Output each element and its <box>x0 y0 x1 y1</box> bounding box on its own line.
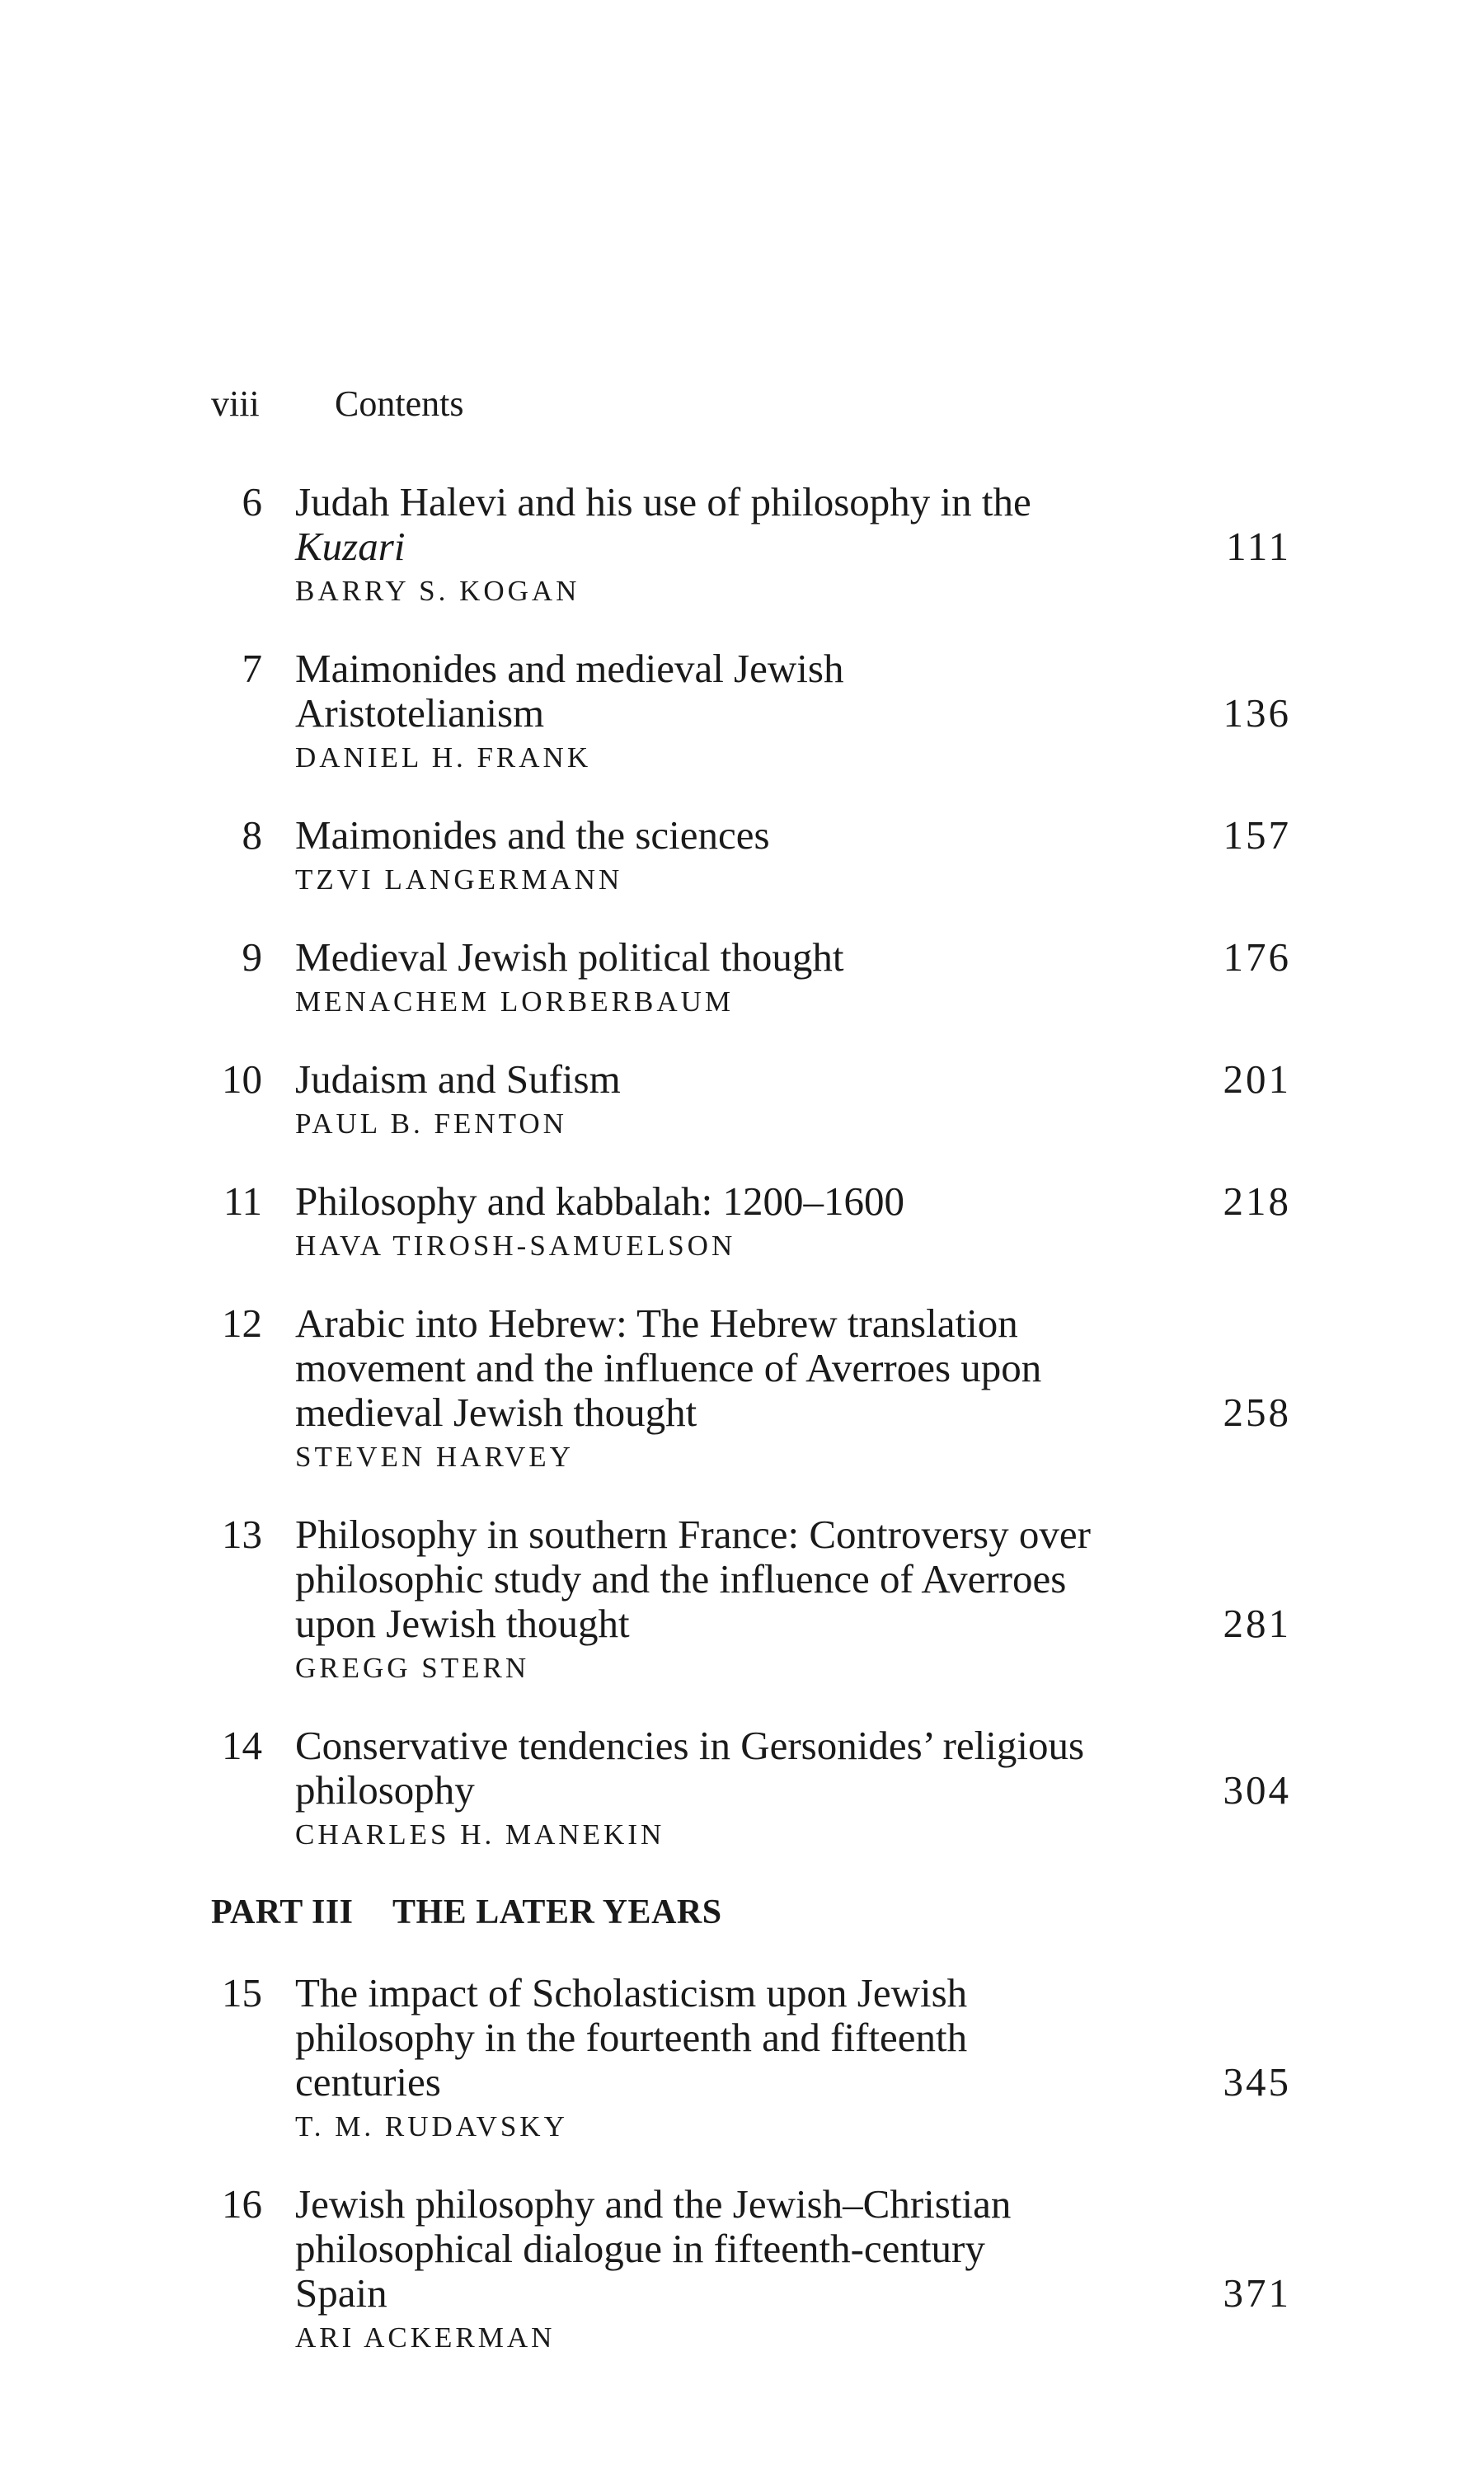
toc-entry <box>211 480 1291 610</box>
chapter-title-text: Philosophy in southern France: Controversy over <box>295 1512 1091 1557</box>
chapter-author: GREGG STERN <box>295 1652 530 1684</box>
chapter-title-line <box>295 1601 1291 1646</box>
chapter-number: 15 <box>222 1970 262 2015</box>
chapter-title-line <box>295 1301 1167 1346</box>
chapter-number: 7 <box>242 646 262 691</box>
toc-entries-part-iii <box>211 1971 1291 2357</box>
part-number: PART III <box>211 1893 354 1931</box>
chapter-title-line <box>295 1178 1291 1224</box>
chapter-title-text: Philosophy and kabbalah: 1200–1600 <box>295 1178 905 1224</box>
chapter-title-line <box>295 2015 1167 2060</box>
running-head <box>211 381 463 427</box>
chapter-body <box>295 1178 1291 1265</box>
chapter-title-line <box>295 1056 1291 1102</box>
chapter-title-text: Aristotelianism <box>295 690 545 736</box>
running-title: Contents <box>335 383 464 424</box>
page-number: 371 <box>1223 2270 1291 2316</box>
page-number: 258 <box>1223 1390 1291 1435</box>
chapter-author: PAUL B. FENTON <box>295 1108 567 1140</box>
chapter-title-line <box>295 1346 1167 1390</box>
chapter-author: HAVA TIROSH-SAMUELSON <box>295 1230 736 1262</box>
page-number: 111 <box>1226 524 1291 569</box>
chapter-title-line <box>295 2059 1291 2105</box>
toc-entry <box>211 1057 1291 1143</box>
chapter-title-text: philosophical dialogue in fifteenth-century <box>295 2226 985 2271</box>
chapter-body <box>295 646 1291 777</box>
chapter-title-text: Medieval Jewish political thought <box>295 934 844 980</box>
chapter-number: 8 <box>242 812 262 858</box>
chapter-body <box>295 1970 1291 2146</box>
chapter-body <box>295 479 1291 610</box>
toc-entries-part-ii <box>211 480 1291 1854</box>
chapter-title-text: philosophy <box>295 1767 475 1813</box>
chapter-title-line <box>295 647 1167 691</box>
chapter-author: T. M. RUDAVSKY <box>295 2110 568 2142</box>
table-of-contents <box>211 480 1291 2393</box>
chapter-body <box>295 812 1291 899</box>
part-title: THE LATER YEARS <box>392 1893 722 1931</box>
toc-entry <box>211 935 1291 1021</box>
chapter-number: 16 <box>222 2181 262 2227</box>
toc-entry <box>211 1512 1291 1687</box>
chapter-author: MENACHEM LORBERBAUM <box>295 985 735 1018</box>
chapter-body <box>295 1512 1291 1687</box>
chapter-title-text: centuries <box>295 2059 441 2105</box>
chapter-body <box>295 934 1291 1021</box>
chapter-number: 11 <box>223 1178 262 1224</box>
chapter-author: BARRY S. KOGAN <box>295 575 580 607</box>
chapter-author: ARI ACKERMAN <box>295 2321 556 2354</box>
page-folio: viii <box>211 383 260 424</box>
chapter-author: TZVI LANGERMANN <box>295 863 623 896</box>
chapter-title-line <box>295 1390 1291 1435</box>
chapter-number: 14 <box>222 1723 262 1768</box>
page-number: 136 <box>1223 690 1291 736</box>
chapter-number: 12 <box>222 1300 262 1346</box>
chapter-body <box>295 1723 1291 1854</box>
toc-entry <box>211 1724 1291 1854</box>
chapter-title-text: Judah Halevi and his use of philosophy in the <box>295 479 1031 524</box>
chapter-title-line <box>295 2270 1291 2316</box>
chapter-title-text: medieval Jewish thought <box>295 1390 697 1435</box>
toc-entry <box>211 647 1291 777</box>
page-number: 157 <box>1223 812 1291 858</box>
chapter-title-text: Spain <box>295 2270 387 2316</box>
chapter-number: 10 <box>222 1056 262 1102</box>
chapter-title-line <box>295 1512 1167 1557</box>
page-number: 176 <box>1223 934 1291 980</box>
chapter-title-text: The impact of Scholasticism upon Jewish <box>295 1970 968 2015</box>
chapter-title-text: Conservative tendencies in Gersonides’ religious <box>295 1723 1085 1768</box>
page-number: 218 <box>1223 1178 1291 1224</box>
chapter-title-text: Jewish philosophy and the Jewish–Christian <box>295 2181 1012 2227</box>
page-number: 304 <box>1223 1767 1291 1813</box>
chapter-author: STEVEN HARVEY <box>295 1441 574 1473</box>
chapter-title-text: philosophic study and the influence of Averroes <box>295 1556 1067 1602</box>
chapter-author: CHARLES H. MANEKIN <box>295 1818 665 1851</box>
chapter-title-line <box>295 2182 1167 2227</box>
chapter-body <box>295 1056 1291 1143</box>
page-number: 281 <box>1223 1601 1291 1646</box>
chapter-title-text: Judaism and Sufism <box>295 1056 621 1102</box>
chapter-number: 13 <box>222 1512 262 1557</box>
toc-entry <box>211 1301 1291 1476</box>
chapter-title-text: upon Jewish thought <box>295 1601 630 1646</box>
part-heading <box>211 1890 1291 1935</box>
chapter-title-line <box>295 812 1291 858</box>
toc-entry <box>211 1179 1291 1265</box>
page-number: 201 <box>1223 1056 1291 1102</box>
chapter-title-line <box>295 2227 1167 2271</box>
chapter-title-line <box>295 1767 1291 1813</box>
chapter-title-line <box>295 1971 1167 2015</box>
chapter-number: 6 <box>242 479 262 524</box>
chapter-title-line <box>295 934 1291 980</box>
chapter-body <box>295 1300 1291 1476</box>
chapter-title-text: Maimonides and the sciences <box>295 812 770 858</box>
toc-entry <box>211 1971 1291 2146</box>
chapter-number: 9 <box>242 934 262 980</box>
chapter-body <box>295 2181 1291 2357</box>
chapter-title-line <box>295 524 1291 569</box>
chapter-title-line <box>295 690 1291 736</box>
chapter-title-text: philosophy in the fourteenth and fifteenth <box>295 2015 968 2060</box>
chapter-title-line <box>295 1724 1167 1768</box>
toc-entry <box>211 813 1291 899</box>
chapter-title-line <box>295 1557 1167 1602</box>
toc-entry <box>211 2182 1291 2357</box>
chapter-title-text: Maimonides and medieval Jewish <box>295 646 844 691</box>
chapter-author: DANIEL H. FRANK <box>295 741 592 774</box>
page-number: 345 <box>1223 2059 1291 2105</box>
chapter-title-line <box>295 480 1167 524</box>
chapter-title-text: Kuzari <box>295 524 406 569</box>
chapter-title-text: Arabic into Hebrew: The Hebrew translation <box>295 1300 1018 1346</box>
chapter-title-text: movement and the influence of Averroes upon <box>295 1345 1042 1390</box>
